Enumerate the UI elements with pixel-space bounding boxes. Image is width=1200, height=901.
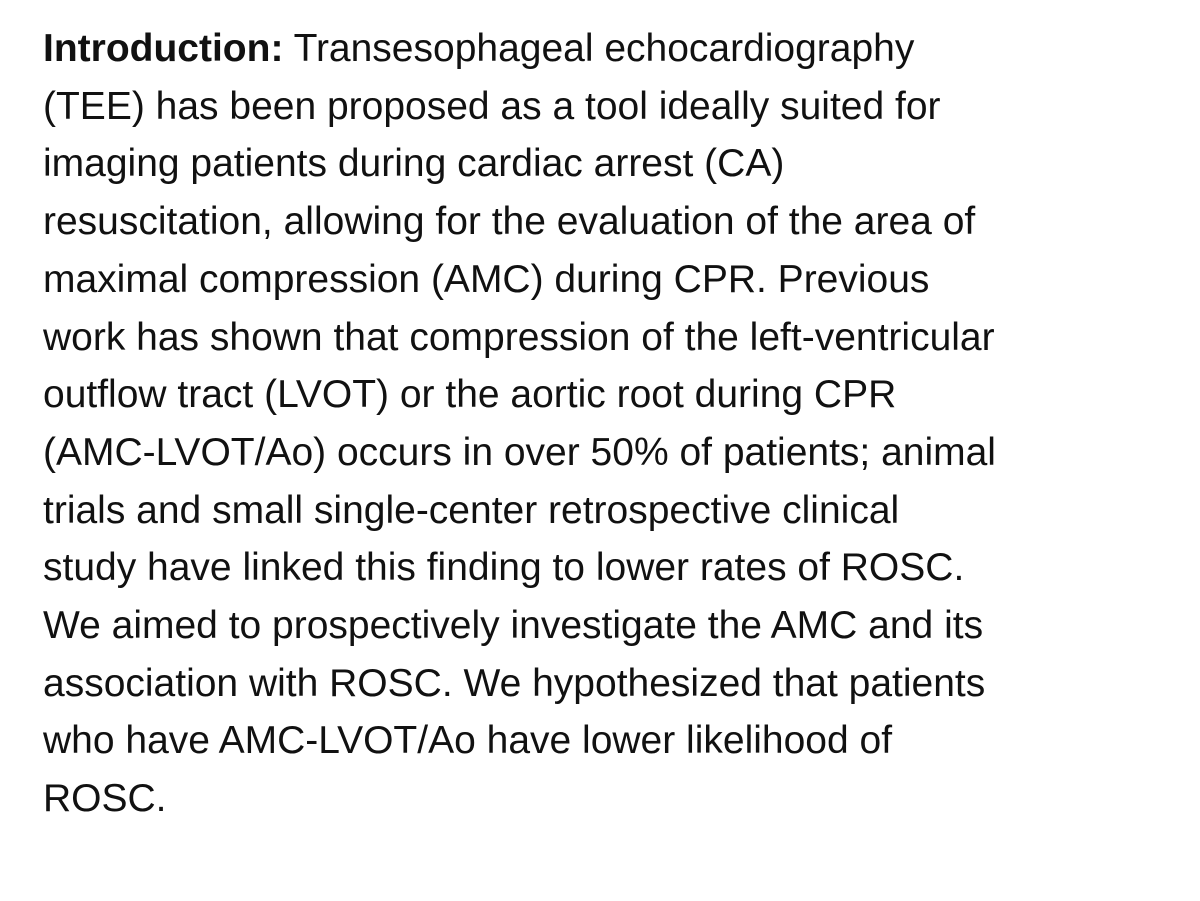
introduction-heading: Introduction:	[43, 27, 284, 70]
text-line: imaging patients during cardiac arrest (CA)	[43, 142, 785, 186]
text-line: ROSC.	[43, 777, 167, 821]
text-line: resuscitation, allowing for the evaluation of the area of	[43, 200, 976, 244]
introduction-paragraph	[43, 20, 1183, 828]
text-line: who have AMC-LVOT/Ao have lower likelihood of	[43, 719, 893, 763]
text-line: outflow tract (LVOT) or the aortic root during CPR	[43, 373, 897, 417]
text-line: We aimed to prospectively investigate the AMC and its	[43, 604, 984, 648]
text-line-content: Transesophageal echocardiography	[283, 27, 915, 70]
text-line: trials and small single-center retrospective clinical	[43, 488, 900, 532]
text-line: work has shown that compression of the left-ventricular	[43, 315, 995, 359]
text-line: (AMC-LVOT/Ao) occurs in over 50% of patients; animal	[43, 430, 996, 474]
text-line: maximal compression (AMC) during CPR. Previous	[43, 257, 930, 301]
text-line: association with ROSC. We hypothesized that patients	[43, 661, 986, 705]
text-line: study have linked this finding to lower rates of ROSC.	[43, 546, 965, 590]
text-line	[43, 20, 1183, 78]
text-line: (TEE) has been proposed as a tool ideally suited for	[43, 84, 941, 128]
